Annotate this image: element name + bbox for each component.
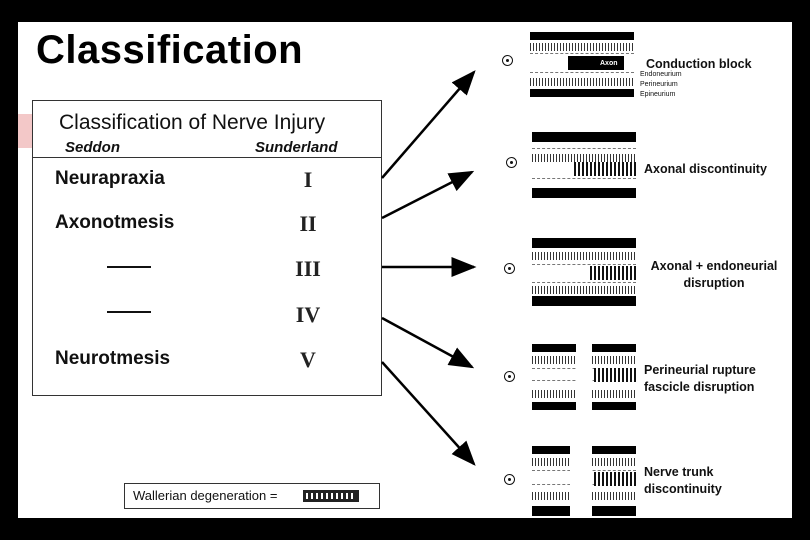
stage-2-nerve-diagram xyxy=(532,132,636,200)
stage-4-label-line-1: Perineurial rupture xyxy=(644,363,756,377)
stage-4-label xyxy=(644,362,756,396)
stage-5-marker xyxy=(504,474,515,485)
stage-2-label: Axonal discontinuity xyxy=(644,162,767,176)
sunderland-grade-3: III xyxy=(295,256,321,281)
arrow-grade-4 xyxy=(382,318,472,367)
stage-4-nerve-diagram xyxy=(532,344,636,412)
stage-4-marker xyxy=(504,371,515,382)
arrow-grade-1 xyxy=(382,72,474,178)
layer-epineurium: Epineurium xyxy=(640,91,676,98)
stage-3-marker xyxy=(504,263,515,274)
stage-1-label: Conduction block xyxy=(646,57,752,71)
stage-5-label-line-2: discontinuity xyxy=(644,482,722,496)
arrow-grade-5 xyxy=(382,362,474,464)
stage-3-label xyxy=(644,258,784,292)
stage-2-marker xyxy=(506,157,517,168)
sunderland-grade-4: IV xyxy=(295,302,321,327)
axon-label: Axon xyxy=(600,60,618,67)
stage-3-label-line-1: Axonal + endoneurial xyxy=(650,259,778,273)
sunderland-grade-5: V xyxy=(300,347,316,372)
column-header-seddon: Seddon xyxy=(65,139,120,156)
slide xyxy=(18,22,792,518)
seddon-neurapraxia: Neurapraxia xyxy=(55,168,165,189)
stage-3-label-line-2: disruption xyxy=(683,276,745,290)
seddon-axonotmesis: Axonotmesis xyxy=(55,212,175,233)
table-title: Classification of Nerve Injury xyxy=(59,111,326,134)
layer-endoneurium: Endoneurium xyxy=(640,71,682,78)
seddon-neurotmesis: Neurotmesis xyxy=(55,348,171,369)
stage-4-label-line-2: fascicle disruption xyxy=(644,380,755,394)
sunderland-grade-1: I xyxy=(303,167,313,192)
stage-3-nerve-diagram xyxy=(532,238,636,306)
stage-1-nerve-diagram xyxy=(530,32,634,100)
layer-perineurium: Perineurium xyxy=(640,81,678,88)
legend-label: Wallerian degeneration = xyxy=(133,488,278,503)
stage-5-label-line-1: Nerve trunk xyxy=(644,465,714,479)
arrow-grade-2 xyxy=(382,172,472,218)
stage-1-marker xyxy=(502,55,513,66)
sunderland-grade-2: II xyxy=(299,211,317,236)
stage-5-nerve-diagram xyxy=(532,446,636,518)
stage-5-label xyxy=(644,464,722,498)
column-header-sunderland: Sunderland xyxy=(255,139,338,156)
slide-title: Classification xyxy=(36,28,304,72)
